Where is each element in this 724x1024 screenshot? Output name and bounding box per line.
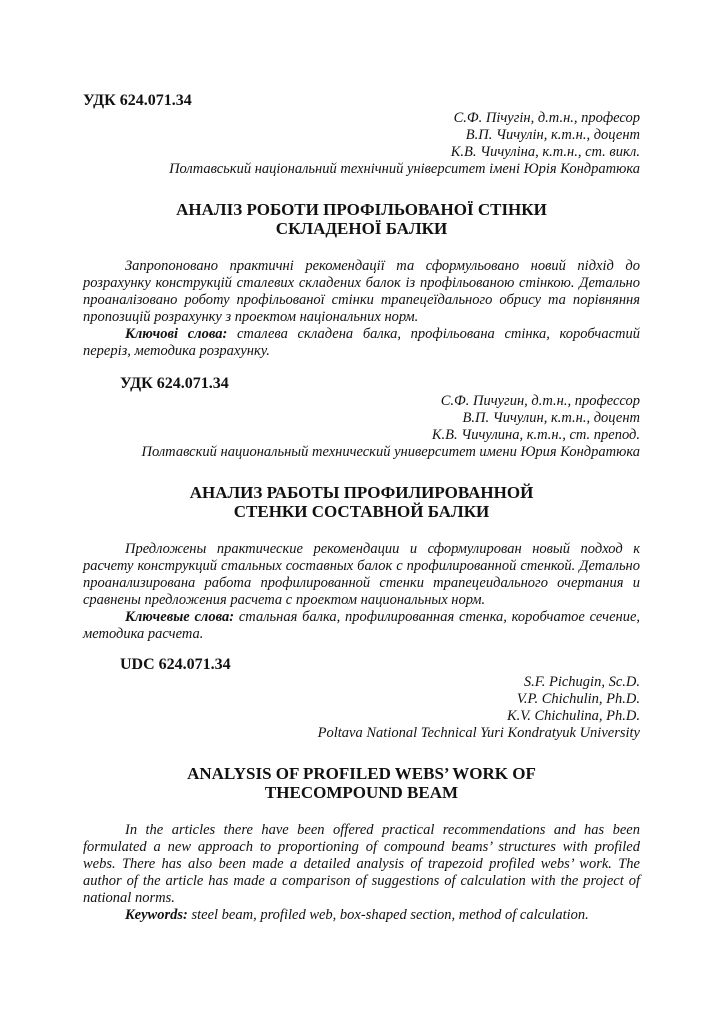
author-list <box>83 674 640 742</box>
section-ukrainian <box>83 92 640 360</box>
article-title: АНАЛИЗ РАБОТЫ ПРОФИЛИРОВАННОЙ СТЕНКИ СОСТАВНОЙ БАЛКИ <box>189 483 534 521</box>
keywords-text: стальная балка, профилированная стенка, коробчатое сечение, методика расчета. <box>83 609 641 642</box>
author: S.F. Pichugin, Sc.D. <box>523 674 640 690</box>
keywords-label: Keywords: <box>125 907 188 923</box>
article-title: ANALYSIS OF PROFILED WEBS’ WORK OF THECOMPOUND BEAM <box>187 764 536 802</box>
article-title: АНАЛІЗ РОБОТИ ПРОФІЛЬОВАНОЇ СТІНКИ СКЛАДЕНОЇ БАЛКИ <box>176 200 547 238</box>
abstract: Запропоновано практичні рекомендації та сформульовано новий підхід до розрахунку конструкцій сталевих складених балок із профільованою стінкою. Детально проаналізовано роботу профільованої стінки трапецеїдального обрису та порівняння пропозицій розрахунку з проектом національних норм. <box>83 258 640 325</box>
affiliation: Poltava National Technical Yuri Kondratyuk University <box>317 725 640 741</box>
author-list <box>83 393 640 461</box>
author: С.Ф. Пічугін, д.т.н., професор <box>453 110 640 126</box>
keywords-label: Ключевые слова: <box>125 609 235 625</box>
author: С.Ф. Пичугин, д.т.н., профессор <box>440 393 640 409</box>
keywords-text: сталева складена балка, профільована стінка, коробчастий переріз, методика розрахунку. <box>83 326 641 359</box>
keywords <box>83 907 640 924</box>
author: К.В. Чичулина, к.т.н., ст. препод. <box>431 427 640 443</box>
udk-code: UDC 624.071.34 <box>120 656 231 673</box>
author: К.В. Чичуліна, к.т.н., ст. викл. <box>450 144 640 160</box>
abstract: In the articles there have been offered practical recommendations and has been formulated a new approach to proportioning of compound beams’ structures with profiled webs. There has also been made a detailed analysis of trapezoid profiled webs’ work. The author of the article has made a comparison of suggestions of calculation with the project of national norms. <box>83 822 640 906</box>
affiliation: Полтавский национальный технический университет имени Юрия Кондратюка <box>141 444 640 460</box>
udk-code: УДК 624.071.34 <box>83 92 192 109</box>
author: V.P. Chichulin, Ph.D. <box>516 691 640 707</box>
author-list <box>83 110 640 178</box>
keywords-text: steel beam, profiled web, box-shaped section, method of calculation. <box>187 907 589 923</box>
keywords-label: Ключові слова: <box>125 326 228 342</box>
author: K.V. Chichulina, Ph.D. <box>506 708 640 724</box>
udk-code: УДК 624.071.34 <box>120 375 229 392</box>
abstract: Предложены практические рекомендации и сформулирован новый подход к расчету конструкций стальных составных балок с профилированной стенкой. Детально проанализирована работа профилированной стенки трапецеидального очертания и сравнены предложения расчета с проектом национальных норм. <box>83 541 640 608</box>
keywords <box>83 326 640 360</box>
author: В.П. Чичулін, к.т.н., доцент <box>465 127 640 143</box>
keywords <box>83 609 640 643</box>
affiliation: Полтавський національний технічний університет імені Юрія Кондратюка <box>169 161 640 177</box>
author: В.П. Чичулин, к.т.н., доцент <box>462 410 640 426</box>
section-russian <box>83 375 640 643</box>
section-english <box>83 656 640 924</box>
